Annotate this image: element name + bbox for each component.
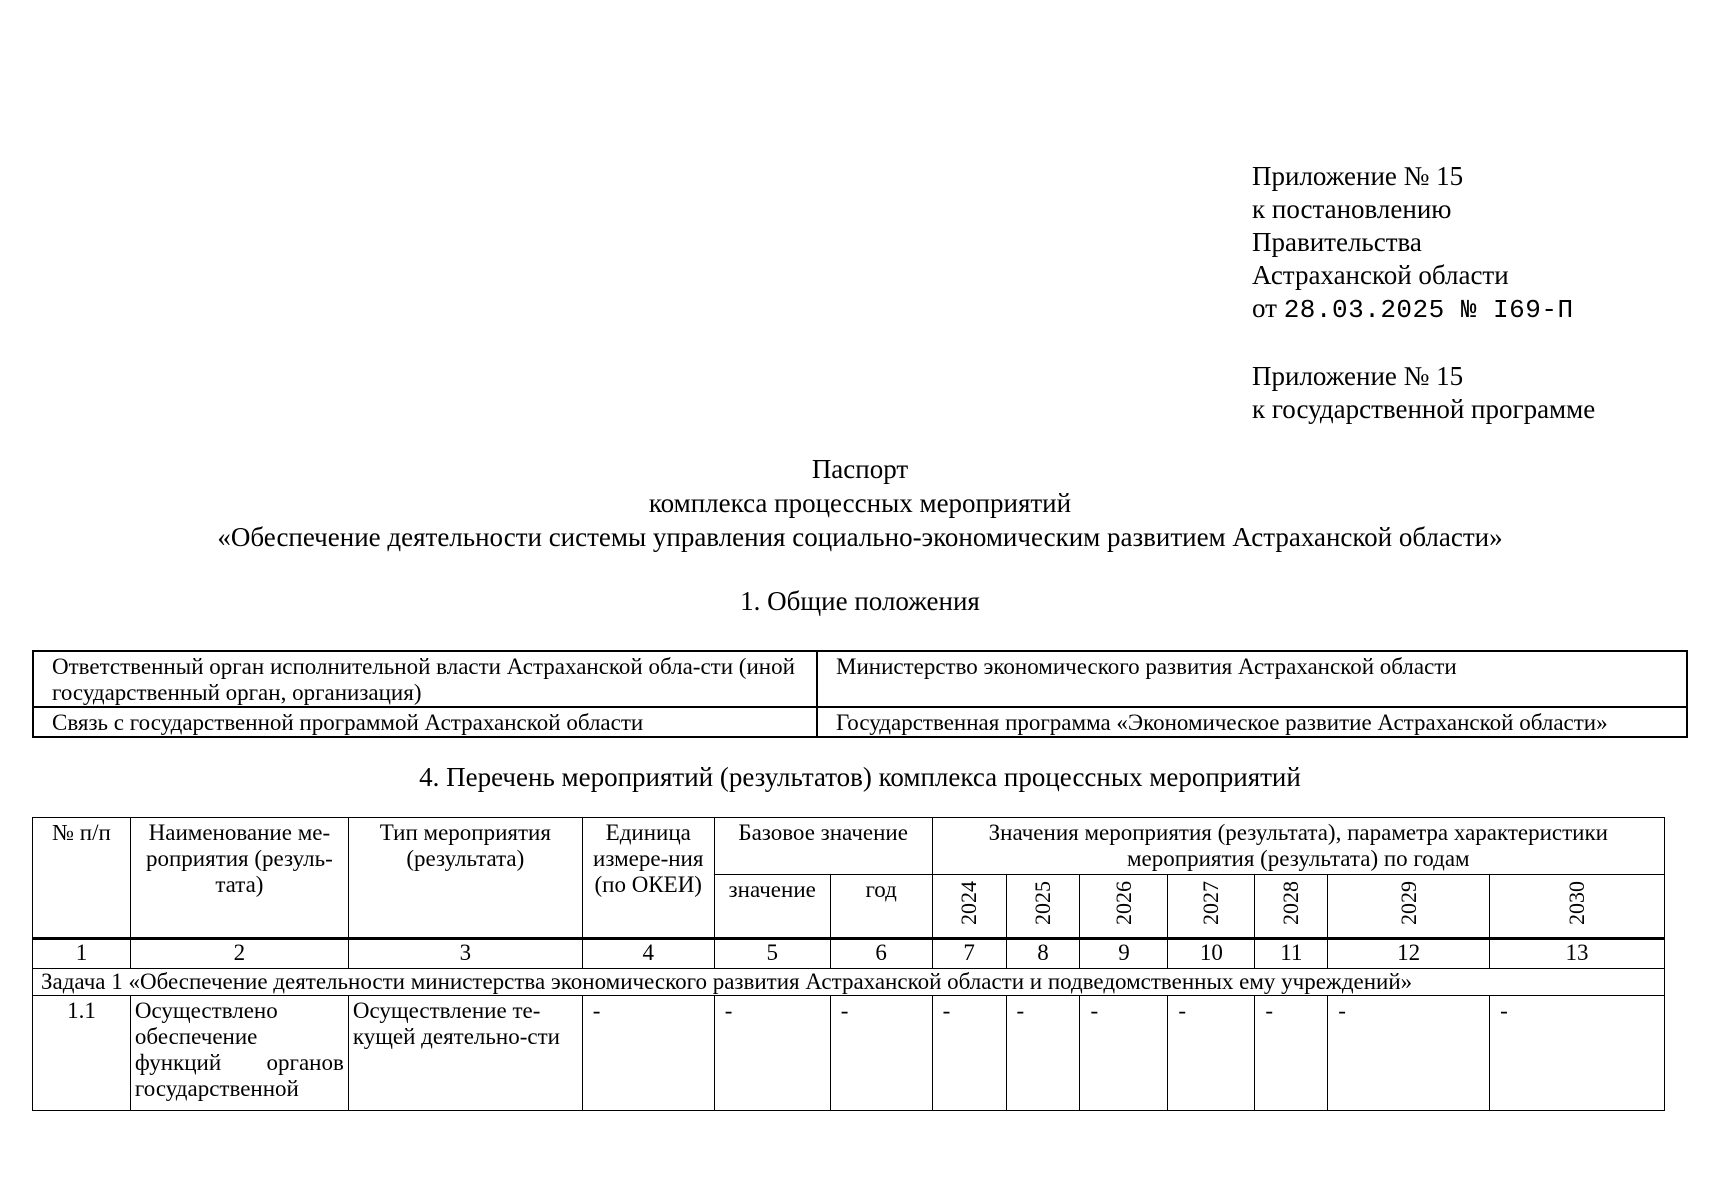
- date-number: 28.03.2025 № I69-П: [1283, 295, 1574, 325]
- column-number: 2: [130, 939, 348, 969]
- year-cell: 2025: [1006, 875, 1080, 939]
- column-number: 3: [348, 939, 582, 969]
- appendix-line: к постановлению: [1252, 194, 1452, 224]
- year-cell: 2024: [932, 875, 1006, 939]
- title-line: комплекса процессных мероприятий: [648, 488, 1072, 518]
- row-cell: -: [932, 996, 1006, 1111]
- year-cell: 2028: [1255, 875, 1328, 939]
- column-numbers-row: [33, 939, 1665, 969]
- row-cell: -: [1328, 996, 1490, 1111]
- header-cell: значение: [714, 875, 830, 939]
- column-number: 11: [1255, 939, 1328, 969]
- column-number: 4: [582, 939, 714, 969]
- general-table: [32, 650, 1688, 738]
- task-cell: Задача 1 «Обеспечение деятельности министерства экономического развития Астраханской области и подведомственных ему учреждений»: [33, 969, 1665, 996]
- column-number: 10: [1168, 939, 1255, 969]
- table-row: [33, 996, 1665, 1111]
- row-number: 1.1: [33, 996, 131, 1111]
- column-number: 7: [932, 939, 1006, 969]
- header-cell: год: [830, 875, 932, 939]
- date-prefix: от: [1252, 293, 1277, 323]
- appendix-line: Приложение № 15: [1252, 361, 1464, 391]
- row-cell: -: [830, 996, 932, 1111]
- header-row: [33, 818, 1665, 875]
- column-number: 5: [714, 939, 830, 969]
- table-cell: Ответственный орган исполнительной власти Астраханской обла-сти (иной государственный орган, организация): [33, 651, 817, 707]
- appendix-line: Правительства: [1252, 227, 1422, 257]
- header-cell: № п/п: [33, 818, 131, 939]
- header-cell: Значения мероприятия (результата), параметра характеристики мероприятия (результата) по годам: [932, 818, 1664, 875]
- title-line: «Обеспечение деятельности системы управления социально-экономическим развитием Астраханской области»: [217, 522, 1503, 552]
- column-number: 1: [33, 939, 131, 969]
- title-line: Паспорт: [811, 454, 909, 484]
- table-row: [33, 707, 1687, 737]
- row-cell: -: [714, 996, 830, 1111]
- column-number: 9: [1080, 939, 1168, 969]
- table-cell: Государственная программа «Экономическое развитие Астраханской области»: [817, 707, 1687, 737]
- row-cell: -: [1490, 996, 1665, 1111]
- row-type: Осуществление те-кущей деятельно-сти: [348, 996, 582, 1111]
- events-table: [32, 817, 1665, 1111]
- header-cell: Наименование ме-роприятия (резуль-тата): [130, 818, 348, 939]
- row-cell: -: [582, 996, 714, 1111]
- row-cell: -: [1006, 996, 1080, 1111]
- appendix-line: Астраханской области: [1252, 260, 1509, 290]
- header-cell: Тип мероприятия (результата): [348, 818, 582, 939]
- section-heading: 4. Перечень мероприятий (результатов) комплекса процессных мероприятий: [419, 762, 1301, 792]
- task-row: [33, 969, 1665, 996]
- row-cell: -: [1168, 996, 1255, 1111]
- section-heading: 1. Общие положения: [740, 586, 980, 616]
- column-number: 6: [830, 939, 932, 969]
- appendix-date-line: [1252, 292, 1595, 327]
- row-cell: -: [1255, 996, 1328, 1111]
- year-cell: 2029: [1328, 875, 1490, 939]
- table-cell: Связь с государственной программой Астраханской области: [33, 707, 817, 737]
- column-number: 13: [1490, 939, 1665, 969]
- table-cell: Министерство экономического развития Астраханской области: [817, 651, 1687, 707]
- appendix-line: Приложение № 15: [1252, 161, 1464, 191]
- year-cell: 2026: [1080, 875, 1168, 939]
- column-number: 8: [1006, 939, 1080, 969]
- appendix-line: к государственной программе: [1252, 394, 1596, 424]
- year-cell: 2030: [1490, 875, 1665, 939]
- header-cell: Единица измере-ния (по ОКЕИ): [582, 818, 714, 939]
- header-cell: Базовое значение: [714, 818, 932, 875]
- column-number: 12: [1328, 939, 1490, 969]
- year-cell: 2027: [1168, 875, 1255, 939]
- row-name: Осуществлено обеспечение функций органов государственной: [130, 996, 348, 1111]
- document-title: [0, 452, 1720, 554]
- table-row: [33, 651, 1687, 707]
- appendix-block: [1252, 160, 1595, 426]
- row-cell: -: [1080, 996, 1168, 1111]
